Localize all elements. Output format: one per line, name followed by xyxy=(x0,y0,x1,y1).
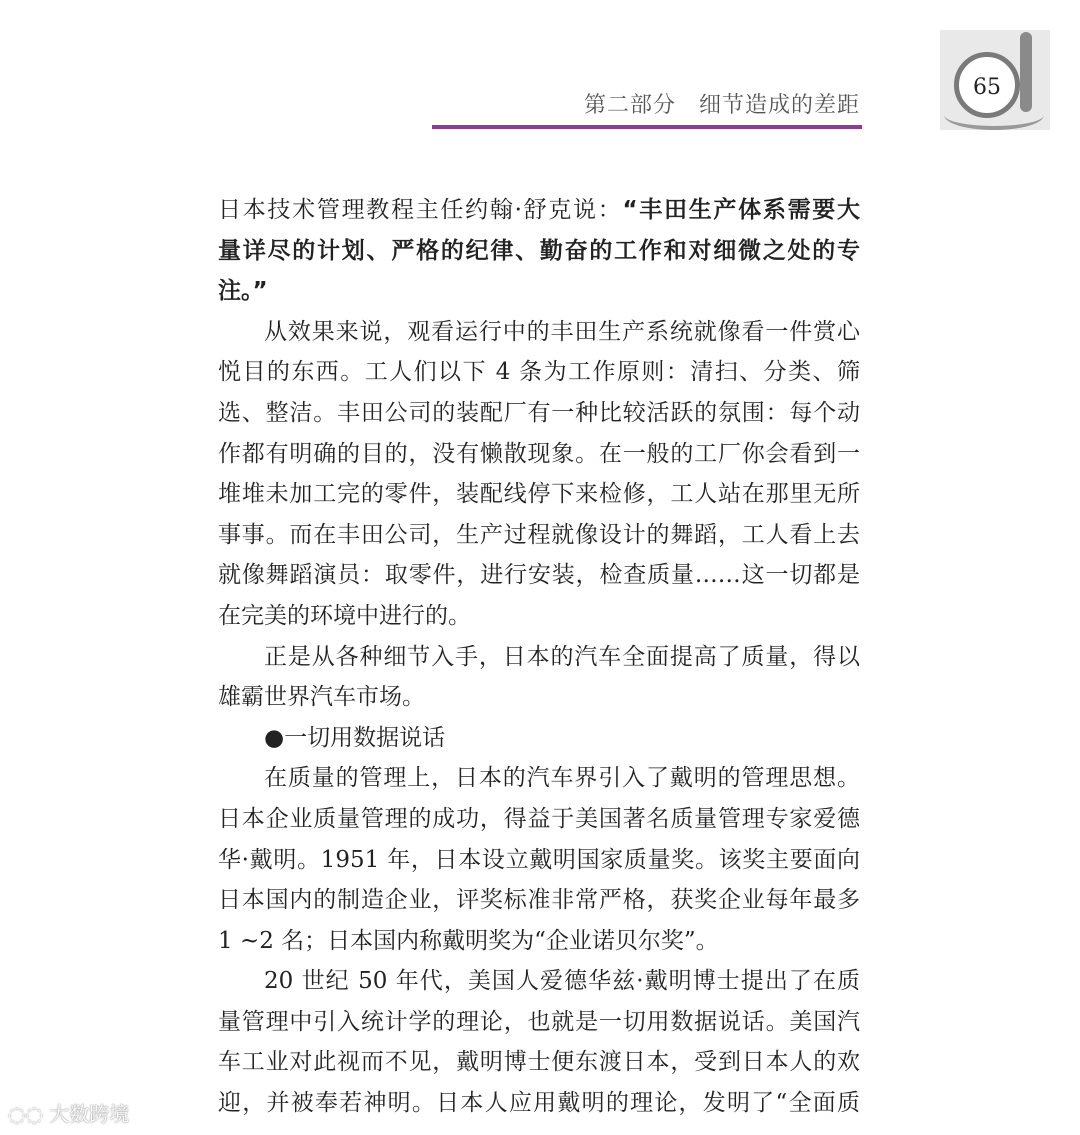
page-number: 65 xyxy=(973,75,1001,100)
line-text: 事事。而在丰田公司，生产过程就像设计的舞蹈，工人看上去 xyxy=(218,521,860,548)
watermark-logo: ◌◌ 大数跨境 xyxy=(8,1102,130,1126)
text-line xyxy=(218,1002,860,1043)
watermark-text: 大数跨境 xyxy=(49,1102,130,1126)
line-text: 选、整洁。丰田公司的装配厂有一种比较活跃的氛围：每个动 xyxy=(218,399,860,426)
text-line xyxy=(218,758,860,799)
line-text: 堆堆未加工完的零件，装配线停下来检修，工人站在那里无所 xyxy=(218,481,860,508)
header-rule xyxy=(432,125,862,129)
bold-quote-text: “丰田生产体系需要大 xyxy=(622,197,860,223)
text-line xyxy=(218,880,860,921)
line-text: 日本企业质量管理的成功，得益于美国著名质量管理专家爱德 xyxy=(218,805,860,832)
text-line xyxy=(218,474,860,515)
line-text: 从效果来说，观看运行中的丰田生产系统就像看一件赏心 xyxy=(264,318,860,345)
line-text: 日本技术管理教程主任约翰·舒克说： xyxy=(218,197,623,223)
section-heading xyxy=(218,718,860,759)
text-line xyxy=(218,515,860,556)
text-line xyxy=(218,190,860,231)
text-line xyxy=(218,1042,860,1083)
text-line xyxy=(218,434,860,475)
text-line xyxy=(218,393,860,434)
text-line xyxy=(218,921,860,962)
line-text: 迎，并被奉若神明。日本人应用戴明的理论，发明了“全面质 xyxy=(218,1090,860,1117)
line-text: 华·戴明。1951 年，日本设立戴明国家质量奖。该奖主要面向 xyxy=(218,846,860,873)
line-text: 在完美的环境中进行的。 xyxy=(218,602,471,629)
line-text: 就像舞蹈演员：取零件，进行安装，检查质量……这一切都是 xyxy=(218,562,860,589)
text-line xyxy=(218,352,860,393)
line-text: 悦目的东西。工人们以下 4 条为工作原则：清扫、分类、筛 xyxy=(218,359,860,386)
text-line xyxy=(218,231,860,272)
text-line xyxy=(218,1083,860,1124)
text-line xyxy=(218,677,860,718)
line-text: 正是从各种细节入手，日本的汽车全面提高了质量，得以 xyxy=(264,643,860,670)
line-text: 1 ~2 名；日本国内称戴明奖为“企业诺贝尔奖”。 xyxy=(218,927,719,954)
page-number-ornament xyxy=(940,30,1050,130)
text-line xyxy=(218,271,860,312)
text-line xyxy=(218,840,860,881)
line-text: 日本国内的制造企业，评奖标准非常严格，获奖企业每年最多 xyxy=(218,887,860,914)
line-text: ●一切用数据说话 xyxy=(264,724,446,751)
text-line xyxy=(218,961,860,1002)
line-text: 量管理中引入统计学的理论，也就是一切用数据说话。美国汽 xyxy=(218,1008,860,1035)
text-line xyxy=(218,596,860,637)
line-text: 雄霸世界汽车市场。 xyxy=(218,684,425,711)
line-text: 车工业对此视而不见，戴明博士便东渡日本，受到日本人的欢 xyxy=(218,1049,860,1076)
line-text: 在质量的管理上，日本的汽车界引入了戴明的管理思想。 xyxy=(264,765,860,792)
body-text xyxy=(218,190,860,1124)
running-header-title: 第二部分 细节造成的差距 xyxy=(583,93,860,118)
line-text: 20 世纪 50 年代，美国人爱德华兹·戴明博士提出了在质 xyxy=(264,968,860,995)
text-line xyxy=(218,637,860,678)
line-text: 作都有明确的目的，没有懒散现象。在一般的工厂你会看到一 xyxy=(218,440,860,467)
bold-quote-text: 注。” xyxy=(218,278,268,305)
text-line xyxy=(218,799,860,840)
text-line xyxy=(218,312,860,353)
bold-quote-text: 量详尽的计划、严格的纪律、勤奋的工作和对细微之处的专 xyxy=(218,237,860,264)
text-line xyxy=(218,555,860,596)
